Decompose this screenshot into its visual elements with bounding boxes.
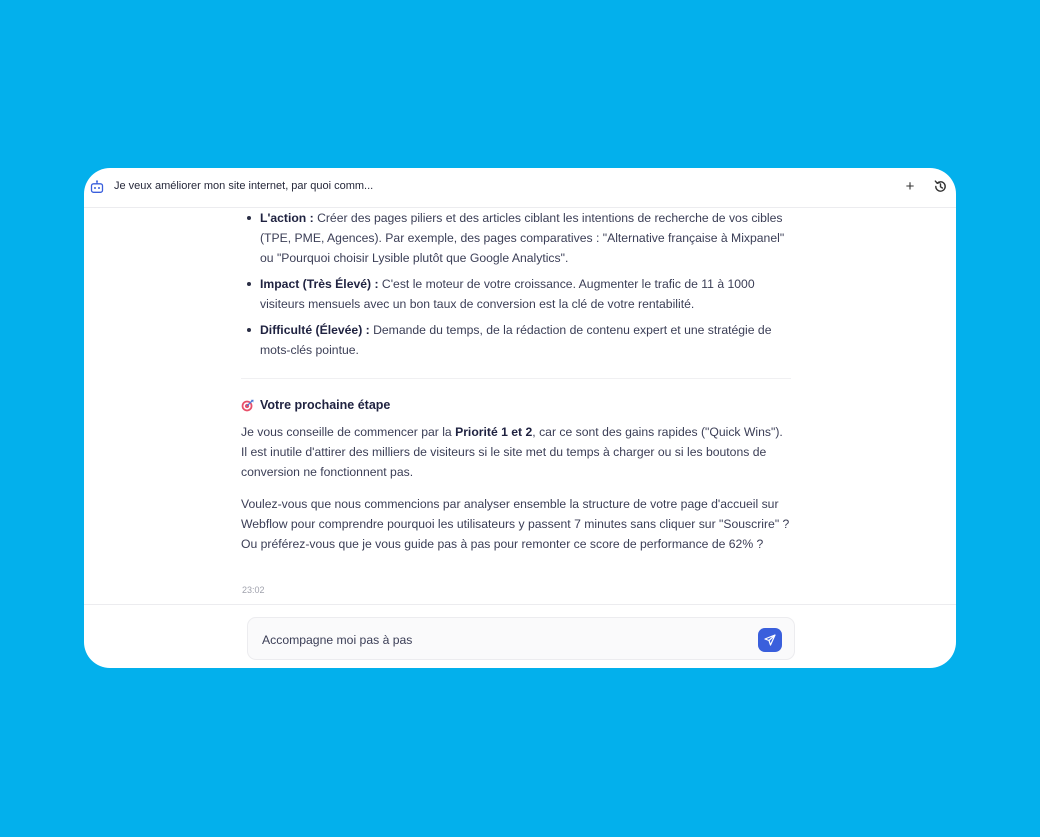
bullet-text: C'est le moteur de votre croissance. Augmenter le trafic de 11 à 1000 visiteurs mensuels avec un bon taux de conversion est la clé de votre rentabilité. (260, 277, 755, 311)
history-icon (933, 179, 948, 194)
recommendation-paragraph (241, 422, 791, 482)
question-paragraph: Voulez-vous que nous commencions par analyser ensemble la structure de votre page d'accueil sur Webflow pour comprendre pourquoi les utilisateurs y passent 7 minutes sans cliquer sur "Souscrire" ? Ou préférez-vous que je vous guide pas à pas pour remonter ce score de performance de 62% ? (241, 497, 790, 551)
plus-icon: + (905, 177, 915, 195)
section-title: Votre prochaine étape (260, 398, 391, 412)
composer-divider (84, 604, 956, 605)
section-divider (241, 378, 791, 379)
assistant-message (241, 208, 791, 366)
bullet-list (241, 208, 791, 360)
message-timestamp: 23:02 (242, 585, 265, 595)
paragraph-text: Je vous conseille de commencer par la (241, 425, 456, 439)
list-item (241, 320, 791, 360)
bullet-dot (247, 328, 251, 332)
bullet-dot (247, 282, 251, 286)
message-input[interactable] (260, 628, 744, 652)
list-item (241, 274, 791, 314)
chat-panel (84, 168, 956, 668)
bullet-label: L'action : (260, 211, 314, 225)
robot-icon (90, 180, 104, 194)
bullet-dot (247, 216, 251, 220)
chat-header (84, 168, 956, 208)
send-button[interactable] (758, 628, 782, 652)
list-item (241, 208, 791, 268)
bullet-text: Créer des pages piliers et des articles ciblant les intentions de recherche de vos cibles (TPE, PME, Agences). Par exemple, des pages comparatives : "Alternative française à Mixpanel" ou "Pourquoi choisir Lysible plutôt que Google Analytics". (260, 211, 785, 265)
priority-highlight: Priorité 1 et 2 (455, 425, 533, 439)
bullet-label: Impact (Très Élevé) : (260, 277, 379, 291)
message-composer (247, 617, 795, 660)
new-chat-button[interactable] (902, 178, 918, 194)
target-icon (241, 399, 254, 412)
conversation-title: Je veux améliorer mon site internet, par quoi comm... (114, 180, 374, 192)
message-area[interactable] (84, 208, 956, 604)
send-icon (764, 634, 776, 646)
history-button[interactable] (933, 179, 948, 194)
section-heading (241, 398, 390, 412)
paragraph-text: , car ce sont des gains rapides ("Quick Wins"). Il est inutile d'attirer des milliers de visiteurs si le site met du temps à charger ou si les boutons de conversion ne fonctionnent pas. (241, 425, 783, 479)
bullet-text: Demande du temps, de la rédaction de contenu expert et une stratégie de mots-clés pointue. (260, 323, 772, 357)
bullet-label: Difficulté (Élevée) : (260, 323, 370, 337)
